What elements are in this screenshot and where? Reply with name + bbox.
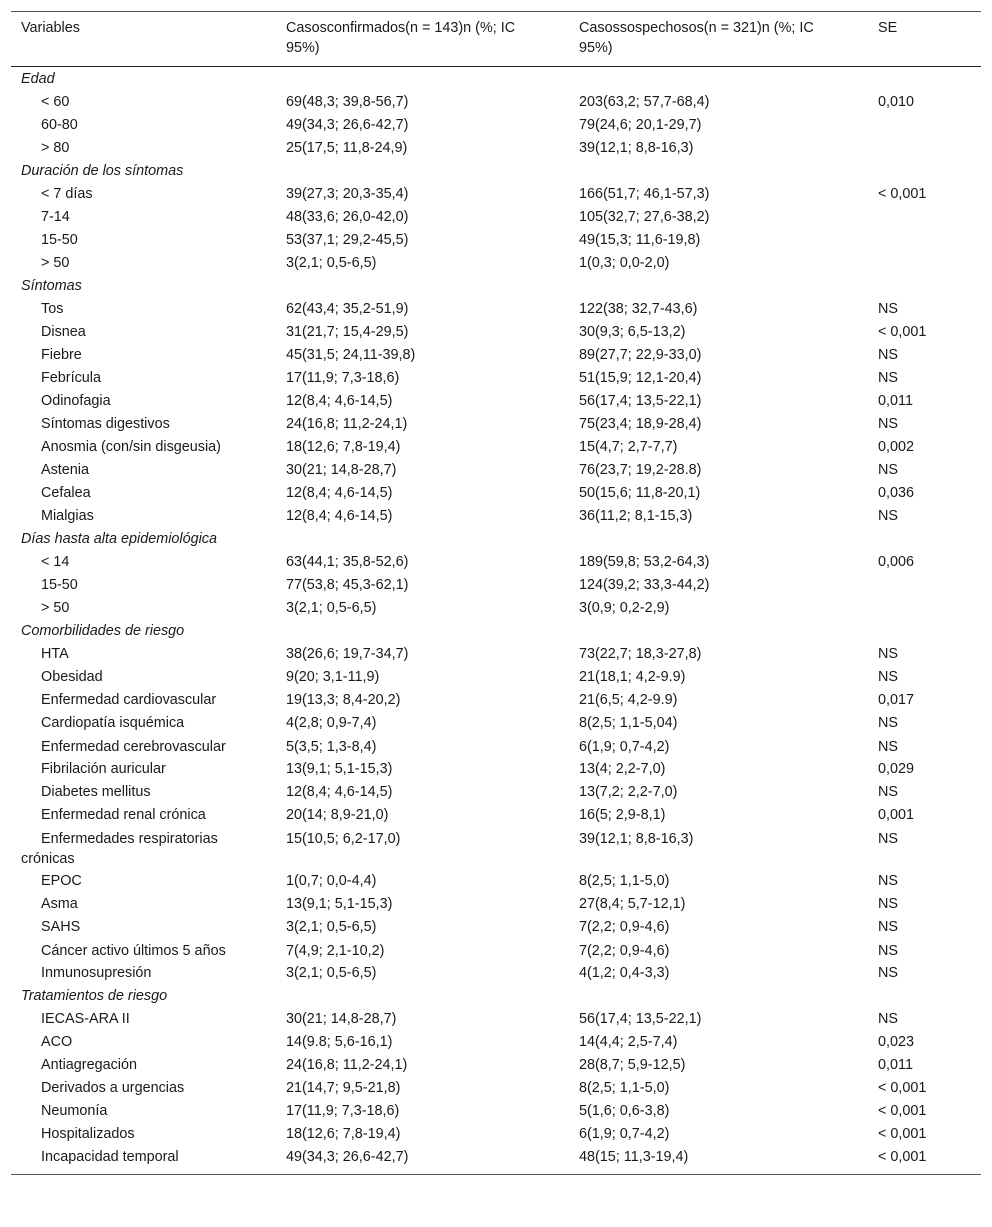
suspected-value: 36(11,2; 8,1-15,3) bbox=[579, 508, 693, 524]
table-row bbox=[11, 92, 981, 115]
table-row bbox=[11, 345, 981, 368]
table-row bbox=[11, 207, 981, 230]
se-value: NS bbox=[878, 715, 898, 731]
section-row bbox=[11, 161, 981, 184]
row-label: Astenia bbox=[41, 462, 89, 478]
table-row bbox=[11, 894, 981, 917]
row-label: 7-14 bbox=[41, 209, 70, 225]
suspected-value: 56(17,4; 13,5-22,1) bbox=[579, 1011, 702, 1027]
table-row bbox=[11, 115, 981, 138]
confirmed-value: 48(33,6; 26,0-42,0) bbox=[286, 209, 409, 225]
row-label: Obesidad bbox=[41, 669, 103, 685]
suspected-value: 15(4,7; 2,7-7,7) bbox=[579, 439, 678, 455]
row-label: Inmunosupresión bbox=[41, 965, 152, 981]
table-row bbox=[11, 138, 981, 161]
se-value: NS bbox=[878, 669, 898, 685]
confirmed-value: 18(12,6; 7,8-19,4) bbox=[286, 439, 401, 455]
se-value: < 0,001 bbox=[878, 186, 927, 202]
se-value: 0,011 bbox=[878, 393, 913, 409]
row-label: < 7 días bbox=[41, 186, 93, 202]
table-row bbox=[11, 1078, 981, 1101]
row-label: < 60 bbox=[41, 94, 70, 110]
se-value: NS bbox=[878, 896, 898, 912]
row-label: < 14 bbox=[41, 554, 70, 570]
confirmed-value: 7(4,9; 2,1-10,2) bbox=[286, 943, 385, 959]
table-row bbox=[11, 391, 981, 414]
section-title: Síntomas bbox=[21, 278, 82, 294]
row-label: > 80 bbox=[41, 140, 70, 156]
table-row bbox=[11, 690, 981, 713]
confirmed-value: 12(8,4; 4,6-14,5) bbox=[286, 485, 393, 501]
row-label: > 50 bbox=[41, 600, 70, 616]
table-row bbox=[11, 1101, 981, 1124]
table-row bbox=[11, 437, 981, 460]
se-value bbox=[868, 575, 981, 598]
table-row bbox=[11, 230, 981, 253]
row-label: Odinofagia bbox=[41, 393, 111, 409]
results-table-container bbox=[11, 11, 981, 1175]
se-value bbox=[868, 207, 981, 230]
table-row bbox=[11, 917, 981, 940]
table-row bbox=[11, 713, 981, 736]
row-label: Derivados a urgencias bbox=[41, 1080, 185, 1096]
suspected-value: 7(2,2; 0,9-4,6) bbox=[579, 943, 670, 959]
confirmed-value: 20(14; 8,9-21,0) bbox=[286, 807, 389, 823]
confirmed-value: 12(8,4; 4,6-14,5) bbox=[286, 784, 393, 800]
table-row bbox=[11, 598, 981, 621]
confirmed-value: 53(37,1; 29,2-45,5) bbox=[286, 232, 409, 248]
se-value bbox=[868, 253, 981, 276]
confirmed-value: 62(43,4; 35,2-51,9) bbox=[286, 301, 409, 317]
suspected-value: 8(2,5; 1,1-5,04) bbox=[579, 715, 678, 731]
se-value: 0,010 bbox=[878, 94, 915, 110]
header-row bbox=[11, 12, 981, 67]
confirmed-value: 49(34,3; 26,6-42,7) bbox=[286, 1149, 409, 1165]
row-label: Fibrilación auricular bbox=[41, 761, 166, 777]
se-value: 0,036 bbox=[878, 485, 915, 501]
confirmed-value: 13(9,1; 5,1-15,3) bbox=[286, 896, 393, 912]
suspected-value: 50(15,6; 11,8-20,1) bbox=[579, 485, 701, 501]
row-label: Febrícula bbox=[41, 370, 101, 386]
row-label: Enfermedad renal crónica bbox=[41, 807, 206, 823]
section-row bbox=[11, 67, 981, 93]
table-row bbox=[11, 736, 981, 759]
suspected-value: 6(1,9; 0,7-4,2) bbox=[579, 739, 670, 755]
suspected-value: 8(2,5; 1,1-5,0) bbox=[579, 1080, 670, 1096]
table-row bbox=[11, 1147, 981, 1175]
se-value: 0,029 bbox=[878, 761, 915, 777]
confirmed-value: 30(21; 14,8-28,7) bbox=[286, 462, 397, 478]
section-row bbox=[11, 986, 981, 1009]
se-value bbox=[868, 138, 981, 161]
table-row bbox=[11, 483, 981, 506]
se-value: < 0,001 bbox=[878, 1103, 927, 1119]
table-body bbox=[11, 67, 981, 1175]
header-variables: Variables bbox=[21, 20, 80, 36]
row-label: Enfermedad cerebrovascular bbox=[41, 739, 226, 755]
suspected-value: 4(1,2; 0,4-3,3) bbox=[579, 965, 670, 981]
row-label: Fiebre bbox=[41, 347, 82, 363]
se-value bbox=[868, 598, 981, 621]
confirmed-value: 21(14,7; 9,5-21,8) bbox=[286, 1080, 401, 1096]
section-row bbox=[11, 529, 981, 552]
row-label: Hospitalizados bbox=[41, 1126, 135, 1142]
se-value: NS bbox=[878, 301, 898, 317]
table-row bbox=[11, 414, 981, 437]
confirmed-value: 4(2,8; 0,9-7,4) bbox=[286, 715, 377, 731]
se-value: 0,017 bbox=[878, 692, 915, 708]
section-title: Edad bbox=[21, 71, 55, 87]
suspected-value: 49(15,3; 11,6-19,8) bbox=[579, 232, 701, 248]
suspected-value: 51(15,9; 12,1-20,4) bbox=[579, 370, 702, 386]
se-value: NS bbox=[878, 739, 898, 755]
table-row bbox=[11, 552, 981, 575]
suspected-value: 48(15; 11,3-19,4) bbox=[579, 1149, 689, 1165]
table-row bbox=[11, 1055, 981, 1078]
table-row bbox=[11, 1124, 981, 1147]
se-value: < 0,001 bbox=[878, 1126, 927, 1142]
row-label: Anosmia (con/sin disgeusia) bbox=[41, 439, 221, 455]
confirmed-value: 39(27,3; 20,3-35,4) bbox=[286, 186, 409, 202]
se-value: 0,006 bbox=[878, 554, 915, 570]
suspected-value: 203(63,2; 57,7-68,4) bbox=[579, 94, 710, 110]
table-row bbox=[11, 759, 981, 782]
row-label: Enfermedad cardiovascular bbox=[41, 692, 217, 708]
suspected-value: 21(6,5; 4,2-9.9) bbox=[579, 692, 678, 708]
section-title: Duración de los síntomas bbox=[21, 163, 184, 179]
confirmed-value: 3(2,1; 0,5-6,5) bbox=[286, 600, 377, 616]
table-row bbox=[11, 828, 981, 871]
table-header bbox=[11, 12, 981, 67]
row-label: > 50 bbox=[41, 255, 70, 271]
confirmed-value: 49(34,3; 26,6-42,7) bbox=[286, 117, 409, 133]
suspected-value: 75(23,4; 18,9-28,4) bbox=[579, 416, 702, 432]
se-value: NS bbox=[878, 873, 898, 889]
confirmed-value: 19(13,3; 8,4-20,2) bbox=[286, 692, 401, 708]
confirmed-value: 25(17,5; 11,8-24,9) bbox=[286, 140, 408, 156]
row-label: IECAS-ARA II bbox=[41, 1011, 130, 1027]
se-value: NS bbox=[878, 784, 898, 800]
row-label: Cefalea bbox=[41, 485, 91, 501]
section-title: Días hasta alta epidemiológica bbox=[21, 531, 217, 547]
suspected-value: 56(17,4; 13,5-22,1) bbox=[579, 393, 702, 409]
table-row bbox=[11, 1009, 981, 1032]
se-value: 0,011 bbox=[878, 1057, 913, 1073]
suspected-value: 105(32,7; 27,6-38,2) bbox=[579, 209, 710, 225]
se-value: NS bbox=[878, 943, 898, 959]
suspected-value: 89(27,7; 22,9-33,0) bbox=[579, 347, 702, 363]
header-se: SE bbox=[878, 20, 898, 36]
confirmed-value: 12(8,4; 4,6-14,5) bbox=[286, 508, 393, 524]
table-row bbox=[11, 805, 981, 828]
row-label: Cardiopatía isquémica bbox=[41, 715, 185, 731]
suspected-value: 3(0,9; 0,2-2,9) bbox=[579, 600, 670, 616]
confirmed-value: 3(2,1; 0,5-6,5) bbox=[286, 919, 377, 935]
se-value: NS bbox=[878, 965, 898, 981]
suspected-value: 189(59,8; 53,2-64,3) bbox=[579, 554, 710, 570]
confirmed-value: 30(21; 14,8-28,7) bbox=[286, 1011, 397, 1027]
confirmed-value: 9(20; 3,1-11,9) bbox=[286, 669, 380, 685]
table-row bbox=[11, 460, 981, 483]
confirmed-value: 18(12,6; 7,8-19,4) bbox=[286, 1126, 401, 1142]
table-row bbox=[11, 253, 981, 276]
results-table bbox=[11, 11, 981, 1175]
row-label: Incapacidad temporal bbox=[41, 1149, 179, 1165]
row-label: HTA bbox=[41, 646, 69, 662]
row-label: Enfermedades respiratorias crónicas bbox=[21, 831, 218, 867]
se-value: NS bbox=[878, 416, 898, 432]
row-label: Diabetes mellitus bbox=[41, 784, 151, 800]
suspected-value: 28(8,7; 5,9-12,5) bbox=[579, 1057, 686, 1073]
table-row bbox=[11, 871, 981, 894]
se-value bbox=[868, 115, 981, 138]
se-value: NS bbox=[878, 919, 898, 935]
row-label: Cáncer activo últimos 5 años bbox=[41, 943, 226, 959]
table-row bbox=[11, 782, 981, 805]
suspected-value: 16(5; 2,9-8,1) bbox=[579, 807, 666, 823]
suspected-value: 6(1,9; 0,7-4,2) bbox=[579, 1126, 670, 1142]
table-row bbox=[11, 644, 981, 667]
section-row bbox=[11, 621, 981, 644]
confirmed-value: 14(9.8; 5,6-16,1) bbox=[286, 1034, 393, 1050]
suspected-value: 13(7,2; 2,2-7,0) bbox=[579, 784, 678, 800]
se-value: < 0,001 bbox=[878, 1080, 927, 1096]
suspected-value: 39(12,1; 8,8-16,3) bbox=[579, 831, 694, 847]
table-row bbox=[11, 299, 981, 322]
se-value: < 0,001 bbox=[878, 324, 927, 340]
se-value: NS bbox=[878, 347, 898, 363]
confirmed-value: 31(21,7; 15,4-29,5) bbox=[286, 324, 409, 340]
confirmed-value: 13(9,1; 5,1-15,3) bbox=[286, 761, 393, 777]
suspected-value: 5(1,6; 0,6-3,8) bbox=[579, 1103, 670, 1119]
suspected-value: 124(39,2; 33,3-44,2) bbox=[579, 577, 710, 593]
suspected-value: 7(2,2; 0,9-4,6) bbox=[579, 919, 670, 935]
row-label: Neumonía bbox=[41, 1103, 108, 1119]
table-row bbox=[11, 184, 981, 207]
se-value: NS bbox=[878, 831, 898, 847]
row-label: SAHS bbox=[41, 919, 81, 935]
row-label: Antiagregación bbox=[41, 1057, 138, 1073]
confirmed-value: 63(44,1; 35,8-52,6) bbox=[286, 554, 409, 570]
confirmed-value: 17(11,9; 7,3-18,6) bbox=[286, 1103, 400, 1119]
confirmed-value: 5(3,5; 1,3-8,4) bbox=[286, 739, 377, 755]
confirmed-value: 69(48,3; 39,8-56,7) bbox=[286, 94, 409, 110]
row-label: ACO bbox=[41, 1034, 73, 1050]
table-row bbox=[11, 940, 981, 963]
suspected-value: 166(51,7; 46,1-57,3) bbox=[579, 186, 710, 202]
confirmed-value: 77(53,8; 45,3-62,1) bbox=[286, 577, 409, 593]
row-label: EPOC bbox=[41, 873, 82, 889]
se-value bbox=[868, 230, 981, 253]
section-title: Comorbilidades de riesgo bbox=[21, 623, 185, 639]
confirmed-value: 3(2,1; 0,5-6,5) bbox=[286, 965, 377, 981]
confirmed-value: 38(26,6; 19,7-34,7) bbox=[286, 646, 409, 662]
confirmed-value: 45(31,5; 24,11-39,8) bbox=[286, 347, 416, 363]
header-confirmed-cases: Casosconfirmados(n = 143)n (%; IC 95%) bbox=[286, 20, 516, 56]
section-title: Tratamientos de riesgo bbox=[21, 988, 168, 1004]
table-row bbox=[11, 506, 981, 529]
se-value: NS bbox=[878, 370, 898, 386]
confirmed-value: 17(11,9; 7,3-18,6) bbox=[286, 370, 400, 386]
row-label: 15-50 bbox=[41, 232, 78, 248]
confirmed-value: 24(16,8; 11,2-24,1) bbox=[286, 1057, 408, 1073]
suspected-value: 30(9,3; 6,5-13,2) bbox=[579, 324, 686, 340]
confirmed-value: 1(0,7; 0,0-4,4) bbox=[286, 873, 377, 889]
se-value: NS bbox=[878, 646, 898, 662]
se-value: NS bbox=[878, 462, 898, 478]
row-label: Mialgias bbox=[41, 508, 94, 524]
table-row bbox=[11, 1032, 981, 1055]
suspected-value: 76(23,7; 19,2-28.8) bbox=[579, 462, 702, 478]
se-value: 0,002 bbox=[878, 439, 915, 455]
suspected-value: 27(8,4; 5,7-12,1) bbox=[579, 896, 686, 912]
row-label: Tos bbox=[41, 301, 64, 317]
confirmed-value: 12(8,4; 4,6-14,5) bbox=[286, 393, 393, 409]
table-row bbox=[11, 368, 981, 391]
row-label: Síntomas digestivos bbox=[41, 416, 170, 432]
confirmed-value: 24(16,8; 11,2-24,1) bbox=[286, 416, 408, 432]
table-row bbox=[11, 963, 981, 986]
suspected-value: 122(38; 32,7-43,6) bbox=[579, 301, 698, 317]
se-value: < 0,001 bbox=[878, 1149, 927, 1165]
row-label: Asma bbox=[41, 896, 78, 912]
suspected-value: 1(0,3; 0,0-2,0) bbox=[579, 255, 670, 271]
table-row bbox=[11, 667, 981, 690]
row-label: 60-80 bbox=[41, 117, 78, 133]
suspected-value: 8(2,5; 1,1-5,0) bbox=[579, 873, 670, 889]
se-value: 0,023 bbox=[878, 1034, 915, 1050]
se-value: 0,001 bbox=[878, 807, 915, 823]
suspected-value: 79(24,6; 20,1-29,7) bbox=[579, 117, 702, 133]
se-value: NS bbox=[878, 1011, 898, 1027]
suspected-value: 21(18,1; 4,2-9.9) bbox=[579, 669, 686, 685]
confirmed-value: 3(2,1; 0,5-6,5) bbox=[286, 255, 377, 271]
suspected-value: 73(22,7; 18,3-27,8) bbox=[579, 646, 702, 662]
section-row bbox=[11, 276, 981, 299]
row-label: 15-50 bbox=[41, 577, 78, 593]
suspected-value: 13(4; 2,2-7,0) bbox=[579, 761, 666, 777]
confirmed-value: 15(10,5; 6,2-17,0) bbox=[286, 831, 401, 847]
header-suspected-cases: Casossospechosos(n = 321)n (%; IC 95%) bbox=[579, 20, 814, 56]
row-label: Disnea bbox=[41, 324, 86, 340]
table-row bbox=[11, 322, 981, 345]
suspected-value: 14(4,4; 2,5-7,4) bbox=[579, 1034, 678, 1050]
se-value: NS bbox=[878, 508, 898, 524]
table-row bbox=[11, 575, 981, 598]
suspected-value: 39(12,1; 8,8-16,3) bbox=[579, 140, 694, 156]
